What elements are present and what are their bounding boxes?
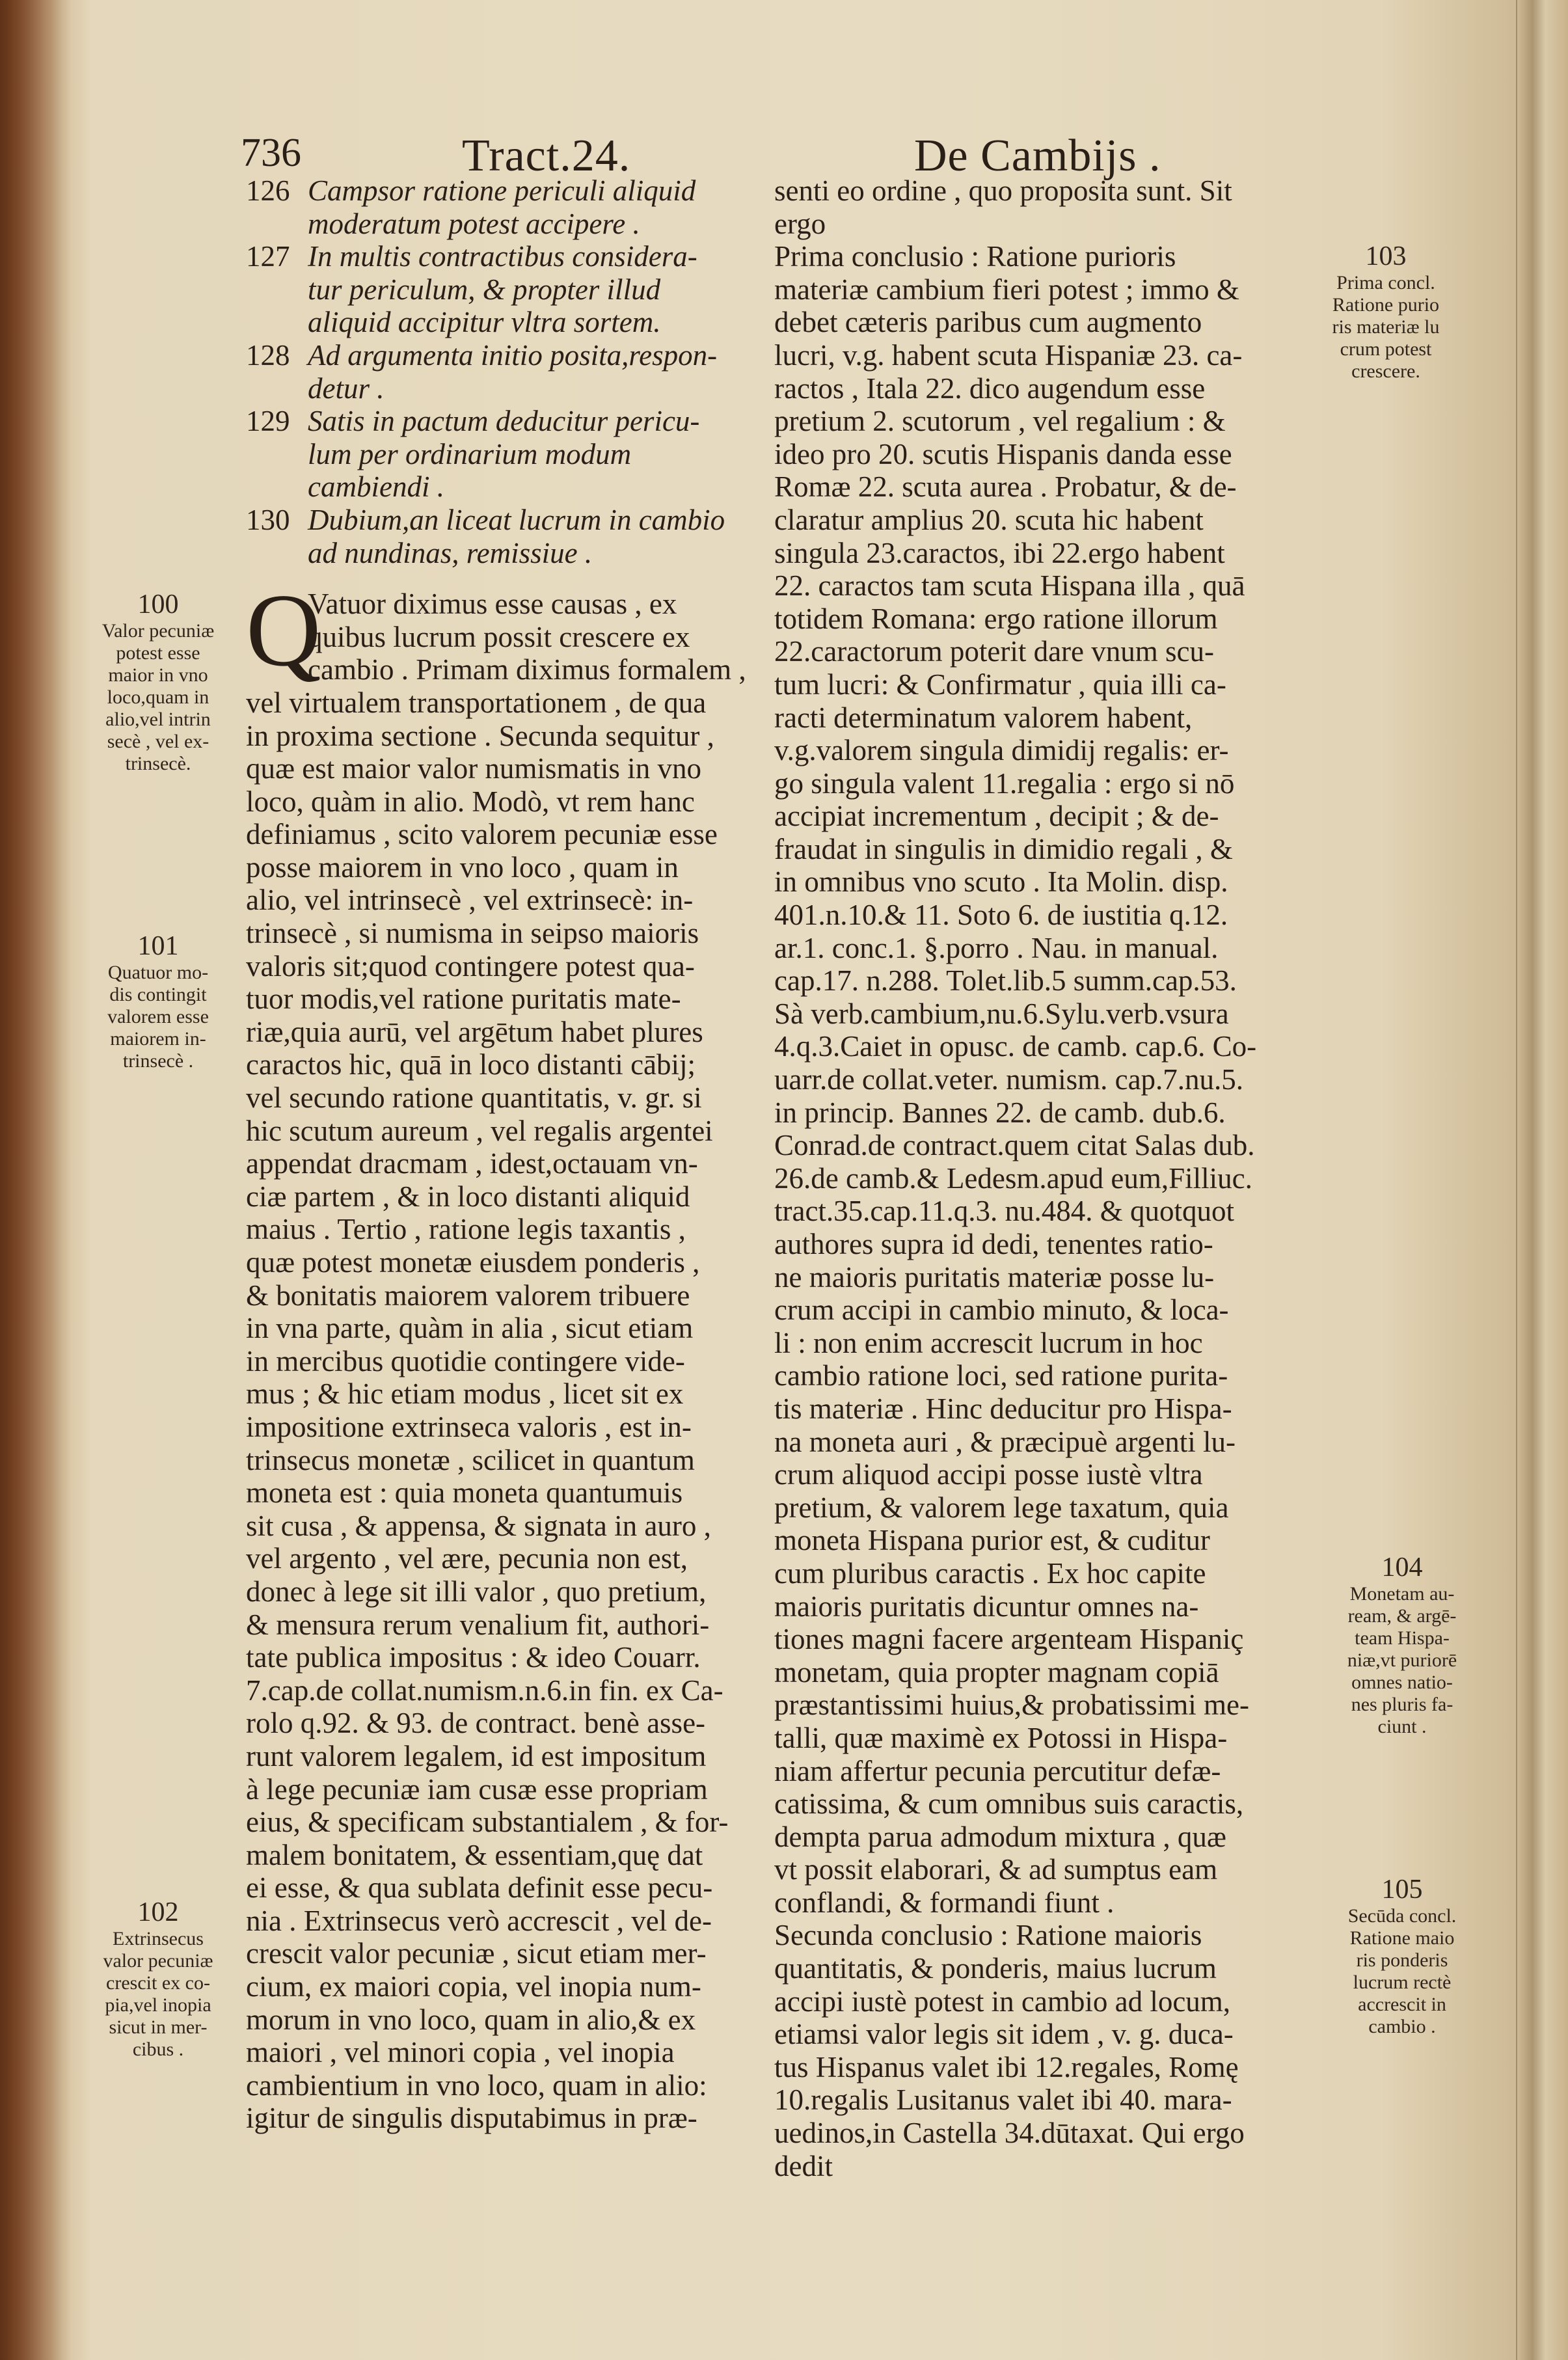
body-line: na moneta auri , & præcipuè argenti lu- [774,1425,1236,1458]
body-line: pretium 2. scutorum , vel regalium : & [774,405,1226,438]
margin-note-line: trinsecè. [125,753,191,774]
margin-note-line: crescere. [1351,360,1420,382]
body-line: donec à lege sit illi valor , quo pretium, [246,1575,707,1608]
body-line: maius . Tertio , ratione legis taxantis , [246,1213,686,1246]
next-page-edge [1516,0,1568,2360]
margin-note-line: Valor pecuniæ [101,620,215,642]
body-line: cap.17. n.288. Tolet.lib.5 summ.cap.53. [774,964,1237,997]
body-line: loco, quàm in alio. Modò, vt rem hanc [246,785,695,818]
body-line: accipiat incrementum , decipit ; & de- [774,800,1219,833]
margin-note-line: niæ,vt puriorē [1347,1649,1457,1671]
body-line: valoris sit;quod contingere potest qua- [246,949,695,983]
body-line: catissima, & cum omnibus suis caractis, [774,1787,1244,1821]
body-line: 10.regalis Lusitanus valet ibi 40. mara- [774,2083,1232,2117]
margin-note-line: crum potest [1340,338,1432,360]
summary-line: lum per ordinarium modum [308,437,632,470]
margin-note-103: 103 Prima concl. Ratione purio ris materiæ lu crum potest crescere. [1308,241,1464,383]
margin-note-102: 102 Extrinsecus valor pecuniæ crescit ex co- pia,vel inopia sicut in mer- cibus . [77,1897,239,2061]
body-line: crum aliquod accipi posse iustè vltra [774,1458,1203,1491]
left-column [246,174,770,2135]
body-line: 7.cap.de collat.numism.n.6.in fin. ex Ca- [246,1674,723,1707]
body-line: runt valorem legalem, id est impositum [246,1739,707,1772]
body-line: singula 23.caractos, ibi 22.ergo habent [774,536,1225,569]
summary-number: 129 [246,405,290,438]
margin-note-104: 104 Monetam au- ream, & argē- team Hispa- niæ,vt puriorē omnes natio- nes pluris fa- ciunt . [1327,1552,1477,1738]
body-line: tum lucri: & Confirmatur , quia illi ca- [774,668,1226,701]
margin-note-100: 100 Valor pecuniæ potest esse maior in vno loco,quam in alio,vel intrin secè , vel ex- trinsecè. [77,589,239,775]
body-line: in princip. Bannes 22. de camb. dub.6. [774,1096,1226,1129]
book-spine-shadow [0,0,72,2360]
margin-note-line: cambio . [1368,2016,1436,2037]
summary-line: moderatum potest accipere . [308,207,640,240]
margin-note-line: ris ponderis [1356,1949,1448,1971]
body-line: vt possit elaborari, & ad sumptus eam [774,1853,1218,1886]
margin-note-105: 105 Secūda concl. Ratione maio ris ponderis lucrum rectè accrescit in cambio . [1327,1874,1477,2038]
body-line: 4.q.3.Caiet in opusc. de camb. cap.6. Co- [774,1030,1257,1063]
body-line: ractos , Itala 22. dico augendum esse [774,372,1206,405]
body-line: ideo pro 20. scutis Hispanis danda esse [774,437,1232,470]
body-line: moneta est : quia moneta quantumuis [246,1476,683,1510]
body-line: materiæ cambium fieri potest ; immo & [774,273,1239,306]
margin-note-line: alio,vel intrin [105,709,211,730]
margin-note-line: ream, & argē- [1347,1605,1457,1627]
margin-note-line: Extrinsecus [113,1928,204,1949]
margin-note-line: Secūda concl. [1347,1905,1457,1927]
body-line: Romæ 22. scuta aurea . Probatur, & de- [774,470,1237,504]
summary-number: 127 [246,240,290,273]
body-line: ar.1. conc.1. §.porro . Nau. in manual. [774,931,1219,964]
body-line: uarr.de collat.veter. numism. cap.7.nu.5. [774,1063,1244,1096]
body-line: trinsecus monetæ , scilicet in quantum [246,1443,695,1476]
margin-note-line: valorem esse [107,1006,209,1027]
summary-line: 129 Satis in pactum deducitur pericu- [246,405,700,438]
running-head-tract: Tract.24. [462,131,631,181]
body-line: tate publica impositus : & ideo Couarr. [246,1641,701,1674]
body-line: dedit [774,2149,833,2182]
body-line: senti eo ordine , quo proposita sunt. Sit [774,174,1232,207]
body-line: malem bonitatem, & essentiam,quę dat [246,1838,703,1871]
body-line: Vatuor diximus esse causas , ex [308,588,677,621]
body-line: cum pluribus caractis . Ex hoc capite [774,1556,1206,1590]
body-line: etiamsi valor legis sit idem , v. g. duca- [774,2018,1234,2051]
margin-note-line: potest esse [116,642,200,664]
body-line: morum in vno loco, quam in alio,& ex [246,2003,696,2036]
body-line: crescit valor pecuniæ , sicut etiam mer- [246,1937,707,1970]
body-line: rolo q.92. & 93. de contract. benè asse- [246,1707,706,1740]
body-line: dempta parua admodum mixtura , quæ [774,1820,1226,1853]
body-line: maiori , vel minori copia , vel inopia [246,2036,675,2069]
body-line: ergo [774,207,826,240]
margin-note-101: 101 Quatuor mo- dis contingit valorem esse maiorem in- trinsecè . [77,930,239,1072]
body-line: Prima conclusio : Ratione purioris [774,240,1176,273]
body-line: quantitatis, & ponderis, maius lucrum [774,1952,1217,1985]
body-line: appendat dracmam , idest,octauam vn- [246,1147,698,1180]
margin-note-line: ciunt . [1377,1716,1427,1737]
body-line: fraudat in singulis in dimidio regali , & [774,832,1233,865]
margin-note-line: Prima concl. [1336,272,1435,293]
right-body-lines [774,174,1301,2182]
body-line: pretium, & valorem lege taxatum, quia [774,1491,1229,1524]
body-line: uedinos,in Castella 34.dūtaxat. Qui ergo [774,2117,1245,2150]
body-line: monetam, quia propter magnam copiā [774,1655,1219,1689]
margin-note-line: sicut in mer- [109,2016,208,2038]
summary-line: aliquid accipitur vltra sortem. [308,306,661,339]
body-line: crum accipi in cambio minuto, & loca- [774,1294,1229,1327]
summary-line: tur periculum, & propter illud [308,273,661,306]
margin-note-line: maiorem in- [110,1028,206,1050]
body-line: 22.caractorum poterit dare vnum scu- [774,635,1214,668]
body-line: nia . Extrinsecus verò accrescit , vel de- [246,1904,712,1937]
summary-line: 128 Ad argumenta initio posita,respon- [246,338,718,372]
running-head-title: De Cambijs . [914,131,1161,181]
body-line: riæ,quia aurū, vel argētum habet plures [246,1015,703,1048]
summary-line: ad nundinas, remissiue . [308,536,593,569]
margin-note-line: dis contingit [109,984,207,1005]
body-line: go singula valent 11.regalia : ergo si nō [774,766,1235,800]
margin-note-line: loco,quam in [107,686,210,708]
margin-note-line: Monetam au- [1349,1583,1455,1605]
margin-note-line: accrescit in [1358,1994,1446,2015]
body-line: v.g.valorem singula dimidij regalis: er- [774,734,1229,767]
body-line: Sà verb.cambium,nu.6.Sylu.verb.vsura [774,997,1229,1030]
summary-line: 126 Campsor ratione periculi aliquid [246,174,696,207]
body-line: præstantissimi huius,& probatissimi me- [774,1689,1249,1722]
body-line: quæ est maior valor numismatis in vno [246,752,701,785]
body-line: conflandi, & formandi fiunt . [774,1886,1115,1919]
body-line: tract.35.cap.11.q.3. nu.484. & quotquot [774,1195,1234,1228]
margin-note-line: valor pecuniæ [103,1950,213,1972]
summary-list [246,174,770,569]
body-line: moneta Hispana purior est, & cuditur [774,1524,1210,1557]
body-line: eius, & specificam substantialem , & for- [246,1806,729,1839]
body-line: vel argento , vel ære, pecunia non est, [246,1542,688,1575]
summary-number: 126 [246,174,290,207]
body-line: à lege pecuniæ iam cusæ esse propriam [246,1772,708,1806]
body-line: li : non enim accrescit lucrum in hoc [774,1326,1203,1359]
margin-note-line: Ratione maio [1349,1927,1455,1949]
body-line: tus Hispanus valet ibi 12.regales, Romę [774,2050,1239,2083]
body-line: 22. caractos tam scuta Hispana illa , quā [774,569,1245,603]
drop-cap: Q [246,572,321,688]
body-line: lucri, v.g. habent scuta Hispaniæ 23. ca- [774,338,1243,372]
margin-note-line: maior in vno [108,664,208,686]
margin-note-line: nes pluris fa- [1351,1694,1453,1715]
body-line: igitur de singulis disputabimus in præ- [246,2102,697,2135]
margin-note-line: Ratione purio [1332,294,1440,316]
margin-note-line: cibus . [132,2039,184,2060]
margin-note-line: team Hispa- [1355,1627,1450,1649]
summary-line: 127 In multis contractibus considera- [246,240,697,273]
body-line: talli, quæ maximè ex Potossi in Hispa- [774,1721,1228,1754]
body-line: 401.n.10.& 11. Soto 6. de iustitia q.12. [774,899,1228,932]
margin-note-line: pia,vel inopia [105,1994,211,2016]
body-line: Secunda conclusio : Ratione maioris [774,1919,1202,1952]
margin-note-line: Quatuor mo- [107,962,209,983]
body-line: cambientium in vno loco, quam in alio: [246,2068,707,2102]
margin-note-line: ris materiæ lu [1332,316,1440,338]
margin-note-line: secè , vel ex- [107,731,210,752]
body-line: caractos hic, quā in loco distanti cābij; [246,1048,696,1081]
margin-note-line: lucrum rectè [1353,1972,1452,1993]
body-line: totidem Romana: ergo ratione illorum [774,602,1218,635]
body-line: posse maiorem in vno loco , quam in [246,850,679,884]
summary-line: 130 Dubium,an liceat lucrum in cambio [246,503,725,536]
body-line: accipi iustè potest in cambio ad locum, [774,1985,1231,2018]
body-line: cambio ratione loci, sed ratione purita- [774,1359,1228,1392]
body-line: tuor modis,vel ratione puritatis mate- [246,983,681,1016]
body-line: mus ; & hic etiam modus , licet sit ex [246,1377,684,1411]
body-line: maioris puritatis dicuntur omnes na- [774,1590,1199,1623]
body-line: vel secundo ratione quantitatis, v. gr. si [246,1081,702,1115]
left-body-lines [246,572,770,2135]
body-line: racti determinatum valorem habent, [774,701,1193,734]
body-line: impositione extrinseca valoris , est in- [246,1410,692,1443]
summary-number: 128 [246,338,290,372]
body-line: claratur amplius 20. scuta hic habent [774,503,1204,536]
body-line: quæ potest monetæ eiusdem ponderis , [246,1246,700,1279]
body-line: definiamus , scito valorem pecuniæ esse [246,818,718,851]
body-line: sit cusa , & appensa, & signata in auro , [246,1509,711,1542]
left-body-text [246,572,770,2135]
body-line: ne maioris puritatis materiæ posse lu- [774,1260,1215,1294]
body-line: cium, ex maiori copia, vel inopia num- [246,1970,701,2003]
body-line: 26.de camb.& Ledesm.apud eum,Filliuc. [774,1161,1252,1195]
body-line: tiones magni facere argenteam Hispaniç [774,1623,1244,1656]
body-line: authores supra id dedi, tenentes ratio- [774,1228,1213,1260]
body-line: hic scutum aureum , vel regalis argentei [246,1114,713,1147]
margin-note-line: trinsecè . [122,1050,194,1072]
body-line: quibus lucrum possit crescere ex [308,620,690,653]
body-line: in vna parte, quàm in alia , sicut etiam [246,1312,694,1345]
body-line: in proxima sectione . Secunda sequitur , [246,719,714,752]
body-line: tis materiæ . Hinc deducitur pro Hispa- [774,1392,1232,1425]
body-line: Conrad.de contract.quem citat Salas dub. [774,1129,1255,1162]
body-line: & bonitatis maiorem valorem tribuere [246,1279,690,1312]
margin-note-line: crescit ex co- [106,1972,210,1994]
body-line: alio, vel intrinsecè , vel extrinsecè: in- [246,884,694,917]
body-line: debet cæteris paribus cum augmento [774,306,1202,339]
body-line: vel virtualem transportationem , de qua [246,686,707,719]
body-line: in mercibus quotidie contingere vide- [246,1344,685,1377]
margin-note-line: omnes natio- [1351,1672,1453,1693]
body-line: niam affertur pecunia percutitur defæ- [774,1754,1221,1787]
body-line: & mensura rerum venalium fit, authori- [246,1608,710,1641]
page-number: 736 [241,131,301,175]
summary-line: cambiendi . [308,470,444,504]
body-line: ei esse, & qua sublata definit esse pecu- [246,1871,713,1905]
body-line: cambio . Primam diximus formalem , [308,653,746,686]
right-column [774,174,1301,2182]
body-line: ciæ partem , & in loco distanti aliquid [246,1180,690,1213]
body-line: in omnibus vno scuto . Ita Molin. disp. [774,865,1228,899]
body-line: trinsecè , si numisma in seipso maioris [246,917,699,950]
summary-number: 130 [246,503,290,536]
summary-line: detur . [308,372,385,405]
